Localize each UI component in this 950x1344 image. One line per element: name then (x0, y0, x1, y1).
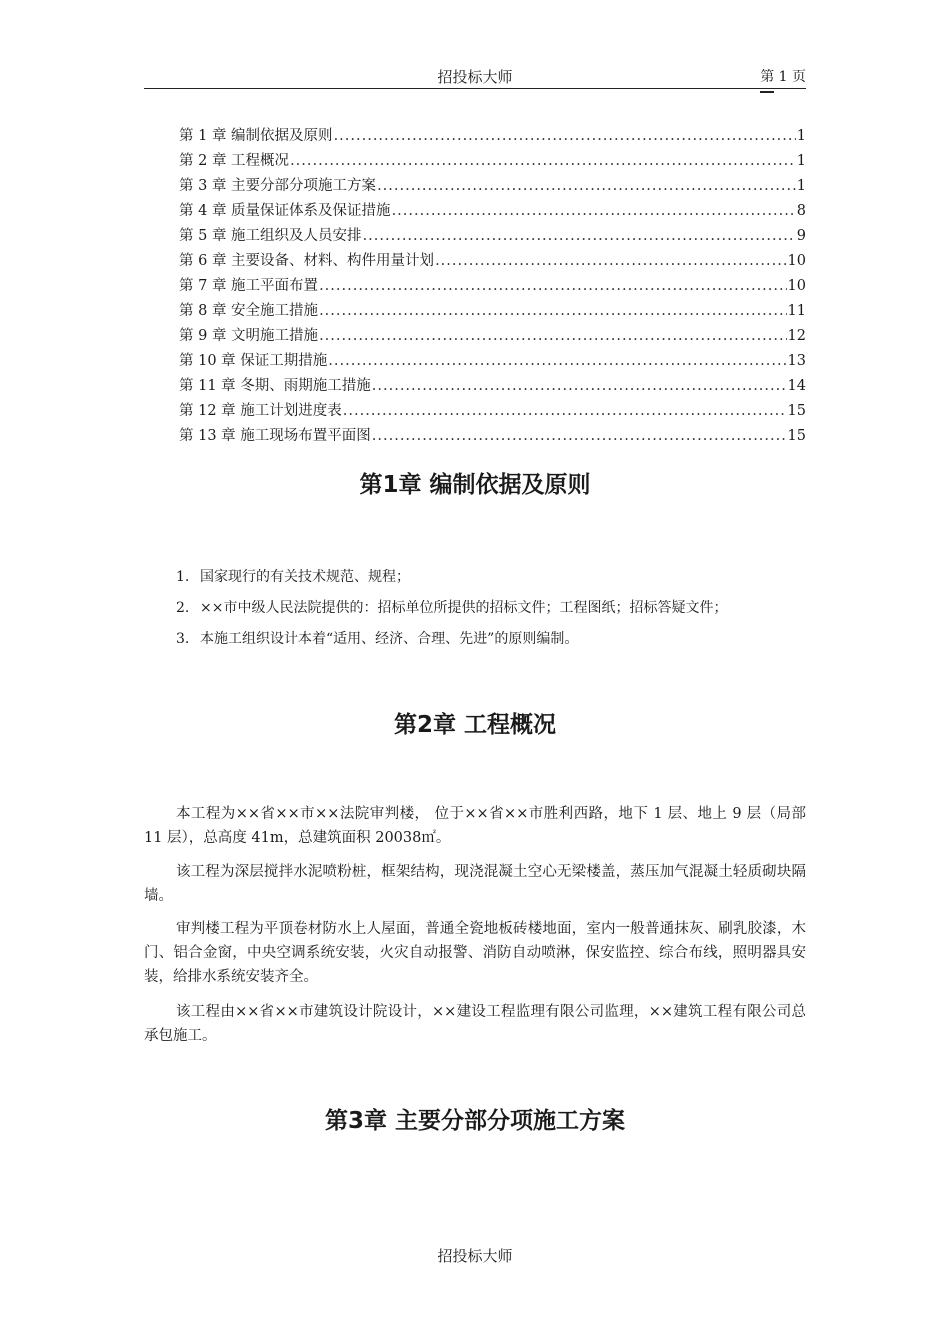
toc-entry-9[interactable] (179, 324, 806, 349)
toc-entry-4[interactable] (179, 199, 806, 224)
chapter-1-basis-list (176, 567, 816, 660)
list-item (176, 567, 816, 598)
toc-entry-2[interactable] (179, 149, 806, 174)
list-item-text: 本施工组织设计本着“适用、经济、合理、先进”的原则编制。 (200, 631, 579, 647)
toc-entry-page: 9 (796, 228, 806, 244)
toc-entry-1[interactable] (179, 124, 806, 149)
toc-entry-label: 第 5 章 施工组织及人员安排 (179, 228, 362, 244)
header-page-label: 第 1 页 (760, 69, 806, 85)
toc-entry-page: 15 (787, 403, 806, 419)
toc-entry-page: 10 (787, 278, 806, 294)
toc-entry-page: 15 (787, 428, 806, 444)
toc-leader-dots (319, 324, 786, 349)
toc-entry-label: 第 6 章 主要设备、材料、构件用量计划 (179, 253, 435, 269)
toc-entry-label: 第 4 章 质量保证体系及保证措施 (179, 203, 391, 219)
table-of-contents (179, 124, 806, 449)
toc-entry-page: 1 (796, 128, 806, 144)
toc-leader-dots (372, 424, 787, 449)
toc-leader-dots (392, 199, 796, 224)
toc-entry-page: 1 (796, 178, 806, 194)
page-footer: 招投标大师 (437, 1247, 513, 1265)
toc-leader-dots (319, 299, 786, 324)
toc-leader-dots (435, 249, 786, 274)
list-item-text: 国家现行的有关技术规范、规程； (200, 569, 410, 585)
toc-entry-10[interactable] (179, 349, 806, 374)
toc-entry-8[interactable] (179, 299, 806, 324)
toc-entry-label: 第 2 章 工程概况 (179, 153, 290, 169)
toc-entry-page: 10 (787, 253, 806, 269)
overview-paragraph-2: 该工程为深层搅拌水泥喷粉桩，框架结构，现浇混凝土空心无梁楼盖，蒸压加气混凝土轻质砌块隔墙。 (144, 864, 806, 904)
list-item-number: 1. (176, 569, 190, 585)
toc-entry-label: 第 8 章 安全施工措施 (179, 303, 319, 319)
toc-entry-5[interactable] (179, 224, 806, 249)
toc-entry-page: 14 (787, 378, 806, 394)
header-title: 招投标大师 (437, 68, 513, 86)
toc-entry-page: 1 (796, 153, 806, 169)
toc-entry-page: 8 (796, 203, 806, 219)
toc-entry-page: 11 (787, 303, 806, 319)
toc-leader-dots (363, 224, 796, 249)
toc-entry-label: 第 10 章 保证工期措施 (179, 353, 328, 369)
overview-paragraph-4: 该工程由××省××市建筑设计院设计，××建设工程监理有限公司监理，××建筑工程有限公司总承包施工。 (144, 1004, 806, 1044)
toc-entry-label: 第 7 章 施工平面布置 (179, 278, 319, 294)
list-item (176, 629, 816, 660)
toc-entry-page: 12 (787, 328, 806, 344)
list-item-number: 3. (176, 631, 190, 647)
toc-entry-label: 第 3 章 主要分部分项施工方案 (179, 178, 377, 194)
toc-leader-dots (377, 174, 796, 199)
toc-leader-dots (343, 399, 787, 424)
toc-leader-dots (372, 374, 787, 399)
toc-entry-3[interactable] (179, 174, 806, 199)
overview-paragraph-1: 本工程为××省××市××法院审判楼， 位于××省××市胜利西路，地下 1 层、地上 9 层（局部 11 层），总高度 41m，总建筑面积 20038㎡。 (144, 806, 806, 846)
overview-paragraph-3: 审判楼工程为平顶卷材防水上人屋面，普通全瓷地板砖楼地面，室内一般普通抹灰、刷乳胶漆，木门、铝合金窗，中央空调系统安装，火灾自动报警、消防自动喷淋，保安监控、综合布线，照明器具安装，给排水系统安装齐全。 (144, 921, 806, 985)
list-item (176, 598, 816, 629)
list-item-text: ××市中级人民法院提供的：招标单位所提供的招标文件；工程图纸；招标答疑文件； (200, 600, 728, 616)
page-number-underline (760, 91, 774, 93)
toc-leader-dots (334, 124, 796, 149)
toc-entry-page: 13 (787, 353, 806, 369)
toc-entry-12[interactable] (179, 399, 806, 424)
toc-entry-label: 第 1 章 编制依据及原则 (179, 128, 333, 144)
toc-leader-dots (319, 274, 786, 299)
toc-leader-dots (328, 349, 786, 374)
toc-entry-13[interactable] (179, 424, 806, 449)
chapter-1-heading: 第1章 编制依据及原则 (359, 472, 591, 498)
toc-entry-7[interactable] (179, 274, 806, 299)
list-item-number: 2. (176, 600, 190, 616)
toc-entry-11[interactable] (179, 374, 806, 399)
toc-entry-label: 第 11 章 冬期、雨期施工措施 (179, 378, 371, 394)
chapter-3-heading: 第3章 主要分部分项施工方案 (324, 1108, 625, 1134)
chapter-2-heading: 第2章 工程概况 (393, 712, 556, 738)
toc-entry-label: 第 12 章 施工计划进度表 (179, 403, 342, 419)
toc-entry-6[interactable] (179, 249, 806, 274)
header-page-number (760, 66, 806, 86)
toc-entry-label: 第 9 章 文明施工措施 (179, 328, 319, 344)
toc-leader-dots (290, 149, 796, 174)
page-header (144, 64, 806, 89)
toc-entry-label: 第 13 章 施工现场布置平面图 (179, 428, 371, 444)
